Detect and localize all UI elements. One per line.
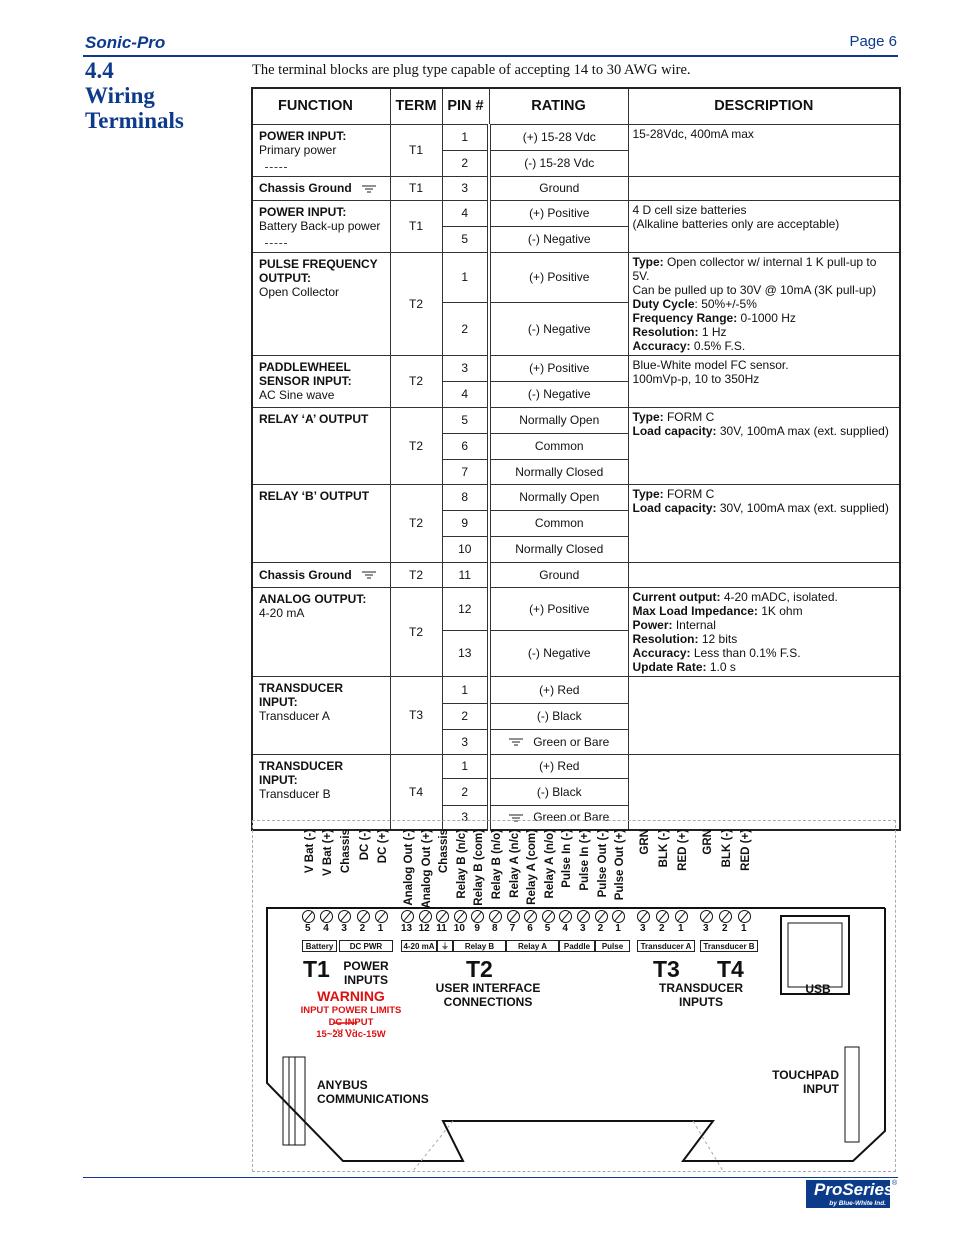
rating-cell: Common xyxy=(489,510,628,536)
rating-cell: (+) Red xyxy=(489,676,628,703)
section-number: 4.4 xyxy=(85,58,114,83)
rating-cell: Normally Closed xyxy=(489,536,628,562)
t2-pin-number: 4 xyxy=(562,923,568,934)
t1-pin-number: 2 xyxy=(359,923,366,934)
dcpwr-block-label: DC PWR xyxy=(339,940,393,952)
pin-cell: 1 xyxy=(442,754,489,778)
rating-cell: Normally Closed xyxy=(489,459,628,484)
rating-cell: Normally Open xyxy=(489,484,628,510)
header-rule xyxy=(83,55,898,57)
proseries-logo: ProSeries by Blue-White Ind. xyxy=(806,1180,890,1208)
function-cell: RELAY ‘B’ OUTPUT xyxy=(252,484,390,562)
paddle-block-label: Paddle xyxy=(559,940,595,952)
ground-icon xyxy=(509,737,523,747)
t2-pin-number: 2 xyxy=(597,923,604,934)
header-function: FUNCTION xyxy=(252,88,390,124)
touchpad-label: TOUCHPAD INPUT xyxy=(772,1068,839,1096)
pin-cell: 1 xyxy=(442,124,489,150)
battery-block-label: Battery xyxy=(302,940,337,952)
rating-cell: Ground xyxy=(489,562,628,587)
t1-terminal-label: V Bat (-) xyxy=(304,829,316,874)
t3-pin-number: 3 xyxy=(640,923,646,934)
description-cell: Type: Open collector w/ internal 1 K pull-up to 5V. Can be pulled up to 30V @ 10mA (3K pull-up) Duty Cycle: 50%+/-5% Frequency Range: 0-1000 Hz Resolution: 1 Hz Accuracy: 0.5% F.S. xyxy=(628,252,900,355)
header-term: TERM xyxy=(390,88,442,124)
description-cell: Blue-White model FC sensor. 100mVp-p, 10 to 350Hz xyxy=(628,355,900,407)
screw-terminal-icon xyxy=(738,910,751,923)
rating-cell: (+) Positive xyxy=(489,587,628,630)
t1-terminal-label: DC (+) xyxy=(376,829,389,864)
anybus-label: ANYBUS COMMUNICATIONS xyxy=(317,1078,429,1106)
screw-terminal-icon xyxy=(401,910,414,923)
rating-cell: (-) 15-28 Vdc xyxy=(489,150,628,176)
rating-cell: (-) Negative xyxy=(489,226,628,252)
pin-cell: 4 xyxy=(442,200,489,226)
t2-pin-number: 12 xyxy=(418,923,430,934)
screw-terminal-icon xyxy=(675,910,688,923)
function-cell: TRANSDUCER INPUT: Transducer B xyxy=(252,754,390,830)
ground-icon xyxy=(362,570,376,580)
pin-cell: 7 xyxy=(442,459,489,484)
pin-cell: 5 xyxy=(442,407,489,433)
function-cell: POWER INPUT: Battery Back-up power xyxy=(252,200,390,252)
pin-cell: 10 xyxy=(442,536,489,562)
table-row xyxy=(252,587,900,630)
t4-terminal-label: BLK (-) xyxy=(721,829,733,868)
rating-cell: Ground xyxy=(489,176,628,200)
warning-title: WARNING xyxy=(317,988,385,1004)
description-cell xyxy=(628,562,900,587)
t2-terminal-label: Pulse Out (+) xyxy=(614,829,627,901)
rating-cell: Normally Open xyxy=(489,407,628,433)
pin-cell: 3 xyxy=(442,805,489,830)
t2-pin-number: 11 xyxy=(436,923,447,934)
t2-terminal-label: Pulse In (+) xyxy=(579,829,591,891)
t2-pin-number: 7 xyxy=(509,923,516,934)
rating-cell: (+) Red xyxy=(489,754,628,778)
registered-mark: ® xyxy=(892,1180,898,1187)
rating-cell: (+) 15-28 Vdc xyxy=(489,124,628,150)
rating-cell: (-) Black xyxy=(489,703,628,729)
t2-terminal-label: Relay A (n/o) xyxy=(543,829,556,899)
usb-label: USB xyxy=(805,982,831,996)
pin-cell: 13 xyxy=(442,630,489,676)
term-cell: T3 xyxy=(390,676,442,754)
rating-cell: (+) Positive xyxy=(489,355,628,381)
t1-terminal-label: DC (-) xyxy=(358,829,371,861)
term-cell: T2 xyxy=(390,355,442,407)
t1-label: T1 xyxy=(303,956,330,982)
screw-terminal-icon xyxy=(357,910,370,923)
screw-terminal-icon xyxy=(302,910,315,923)
pin-cell: 5 xyxy=(442,226,489,252)
t1-terminal-label: V Bat (+) xyxy=(322,829,335,876)
ma-block-label: 4-20 mA xyxy=(401,940,437,952)
relaya-block-label: Relay A xyxy=(506,940,559,952)
dc-symbol-icon xyxy=(265,167,287,168)
term-cell: T2 xyxy=(390,562,442,587)
rating-cell: Green or Bare xyxy=(489,805,628,830)
term-cell: T2 xyxy=(390,587,442,676)
t3-terminal-label: RED (+) xyxy=(677,829,689,871)
dc-symbol-icon xyxy=(265,243,287,244)
pin-cell: 2 xyxy=(442,778,489,805)
pin-cell: 2 xyxy=(442,150,489,176)
t2-pin-number: 1 xyxy=(615,923,621,934)
description-cell xyxy=(628,176,900,200)
description-cell xyxy=(628,754,900,830)
table-row xyxy=(252,562,900,587)
pin-cell: 8 xyxy=(442,484,489,510)
t2-terminal-label: Relay A (n/c) xyxy=(508,829,521,898)
function-cell: TRANSDUCER INPUT: Transducer A xyxy=(252,676,390,754)
wiring-table xyxy=(251,87,901,831)
t2-terminal-label: Relay B (n/o) xyxy=(491,829,503,900)
relayb-block-label: Relay B xyxy=(453,940,506,952)
warning-text: INPUT POWER LIMITS DC INPUT 15~28 Vdc-15W xyxy=(300,1005,402,1040)
pin-cell: 3 xyxy=(442,729,489,754)
ground-icon xyxy=(362,184,376,194)
t2-pin-number: 13 xyxy=(401,923,413,934)
table-row xyxy=(252,124,900,150)
pin-cell: 1 xyxy=(442,252,489,303)
power-inputs-label: POWER INPUTS xyxy=(343,959,389,987)
description-cell: Current output: 4-20 mADC, isolated. Max Load Impedance: 1K ohm Power: Internal Resolution: 12 bits Accuracy: Less than 0.1% F.S. Update Rate: 1.0 s xyxy=(628,587,900,676)
t1-pin-number: 1 xyxy=(377,923,384,934)
rating-cell: Green or Bare xyxy=(489,729,628,754)
term-cell: T2 xyxy=(390,252,442,355)
rating-cell: Common xyxy=(489,433,628,459)
t2-terminal-label: Analog Out (+) xyxy=(420,829,433,909)
section-title-line2: Terminals xyxy=(85,108,184,133)
t2-pin-number: 3 xyxy=(580,923,586,934)
screw-terminal-icon xyxy=(507,910,520,923)
header-description: DESCRIPTION xyxy=(628,88,900,124)
description-cell: Type: FORM C Load capacity: 30V, 100mA max (ext. supplied) xyxy=(628,407,900,484)
function-cell: PULSE FREQUENCY OUTPUT: Open Collector xyxy=(252,252,390,355)
t4-pin-number: 3 xyxy=(703,923,709,934)
function-cell: PADDLEWHEEL SENSOR INPUT: AC Sine wave xyxy=(252,355,390,407)
table-row xyxy=(252,676,900,703)
term-cell: T1 xyxy=(390,176,442,200)
rating-cell: (+) Positive xyxy=(489,252,628,303)
table-row xyxy=(252,407,900,433)
table-header-row xyxy=(252,88,900,124)
t2-pin-number: 5 xyxy=(544,923,551,934)
rating-cell: (-) Negative xyxy=(489,381,628,407)
t1-pin-number: 5 xyxy=(305,923,311,934)
table-row xyxy=(252,484,900,510)
description-cell: Type: FORM C Load capacity: 30V, 100mA max (ext. supplied) xyxy=(628,484,900,562)
header-pin: PIN # xyxy=(442,88,489,124)
t4-terminal-label: RED (+) xyxy=(740,829,752,871)
pin-cell: 2 xyxy=(442,303,489,355)
term-cell: T1 xyxy=(390,124,442,176)
user-interface-label: USER INTERFACE CONNECTIONS xyxy=(435,981,541,1009)
t2-terminal-label: Relay A (com) xyxy=(526,829,539,905)
t2-pin-number: 10 xyxy=(453,923,465,934)
t2-terminal-label: Analog Out (-) xyxy=(403,829,415,906)
screw-terminal-icon xyxy=(542,910,555,923)
pin-cell: 11 xyxy=(442,562,489,587)
t3-terminal-label: GRN xyxy=(639,829,651,855)
t4-terminal-label: GRN xyxy=(702,829,714,855)
pin-cell: 3 xyxy=(442,176,489,200)
chassis-ground-icon: ⏚ xyxy=(437,940,453,952)
pin-cell: 9 xyxy=(442,510,489,536)
t4-pin-number: 1 xyxy=(741,923,747,934)
t2-label: T2 xyxy=(466,956,493,982)
t2-terminal-label: Pulse In (-) xyxy=(561,829,574,888)
brand-title: Sonic-Pro xyxy=(85,33,166,52)
rating-cell: (-) Negative xyxy=(489,303,628,355)
pin-cell: 12 xyxy=(442,587,489,630)
section-title xyxy=(85,58,235,133)
t2-pin-number: 6 xyxy=(527,923,533,934)
description-cell: 15-28Vdc, 400mA max xyxy=(628,124,900,176)
t1-pin-number: 3 xyxy=(341,923,347,934)
term-cell: T2 xyxy=(390,484,442,562)
t1-terminal-label: Chassis xyxy=(340,829,353,874)
pin-cell: 3 xyxy=(442,355,489,381)
function-cell: POWER INPUT: Primary power xyxy=(252,124,390,176)
screw-terminal-icon xyxy=(577,910,590,923)
t4-pin-number: 2 xyxy=(722,923,728,934)
screw-terminal-icon xyxy=(489,910,502,923)
pin-cell: 4 xyxy=(442,381,489,407)
t2-pin-number: 9 xyxy=(474,923,480,934)
t2-terminal-label: Relay B (com) xyxy=(473,829,486,906)
pin-cell: 2 xyxy=(442,703,489,729)
pulse-block-label: Pulse xyxy=(595,940,630,952)
function-cell: Chassis Ground xyxy=(252,562,390,587)
description-cell xyxy=(628,676,900,754)
screw-terminal-icon xyxy=(454,910,467,923)
footer-rule xyxy=(83,1177,898,1178)
t2-terminal-label: Pulse Out (-) xyxy=(596,829,609,898)
term-cell: T2 xyxy=(390,407,442,484)
intro-text: The terminal blocks are plug type capable of accepting 14 to 30 AWG wire. xyxy=(252,62,691,78)
rating-cell: (+) Positive xyxy=(489,200,628,226)
screw-terminal-icon xyxy=(700,910,713,923)
pin-cell: 6 xyxy=(442,433,489,459)
t1-pin-number: 4 xyxy=(323,923,329,934)
function-cell: RELAY ‘A’ OUTPUT xyxy=(252,407,390,484)
function-cell: ANALOG OUTPUT: 4-20 mA xyxy=(252,587,390,676)
t4-label: T4 xyxy=(717,956,744,982)
page-number: Page 6 xyxy=(849,33,897,50)
t3-pin-number: 2 xyxy=(659,923,665,934)
table-row xyxy=(252,252,900,303)
t3-terminal-label: BLK (-) xyxy=(658,829,670,868)
table-row xyxy=(252,754,900,778)
pin-cell: 1 xyxy=(442,676,489,703)
function-cell: Chassis Ground xyxy=(252,176,390,200)
t2-terminal-label: Chassis xyxy=(438,829,451,874)
table-row xyxy=(252,176,900,200)
term-cell: T4 xyxy=(390,754,442,830)
rating-cell: (-) Black xyxy=(489,778,628,805)
t3-pin-number: 1 xyxy=(678,923,684,934)
screw-terminal-icon xyxy=(719,910,732,923)
screw-terminal-icon xyxy=(375,910,388,923)
description-cell: 4 D cell size batteries (Alkaline batteries only are acceptable) xyxy=(628,200,900,252)
t2-terminal-label: Relay B (n/c) xyxy=(455,829,468,899)
screw-terminal-icon xyxy=(637,910,650,923)
rating-cell: (-) Negative xyxy=(489,630,628,676)
header-rating: RATING xyxy=(489,88,628,124)
section-title-line1: Wiring xyxy=(85,83,155,108)
wiring-diagram xyxy=(252,820,896,1172)
screw-terminal-icon xyxy=(419,910,432,923)
t2-pin-number: 8 xyxy=(492,923,498,934)
t3-label: T3 xyxy=(653,956,680,982)
term-cell: T1 xyxy=(390,200,442,252)
transducer-b-block-label: Transducer B xyxy=(700,940,758,952)
table-row xyxy=(252,355,900,381)
transducer-inputs-label: TRANSDUCER INPUTS xyxy=(659,981,743,1009)
table-row xyxy=(252,200,900,226)
screw-terminal-icon xyxy=(656,910,669,923)
transducer-a-block-label: Transducer A xyxy=(637,940,695,952)
screw-terminal-icon xyxy=(595,910,608,923)
